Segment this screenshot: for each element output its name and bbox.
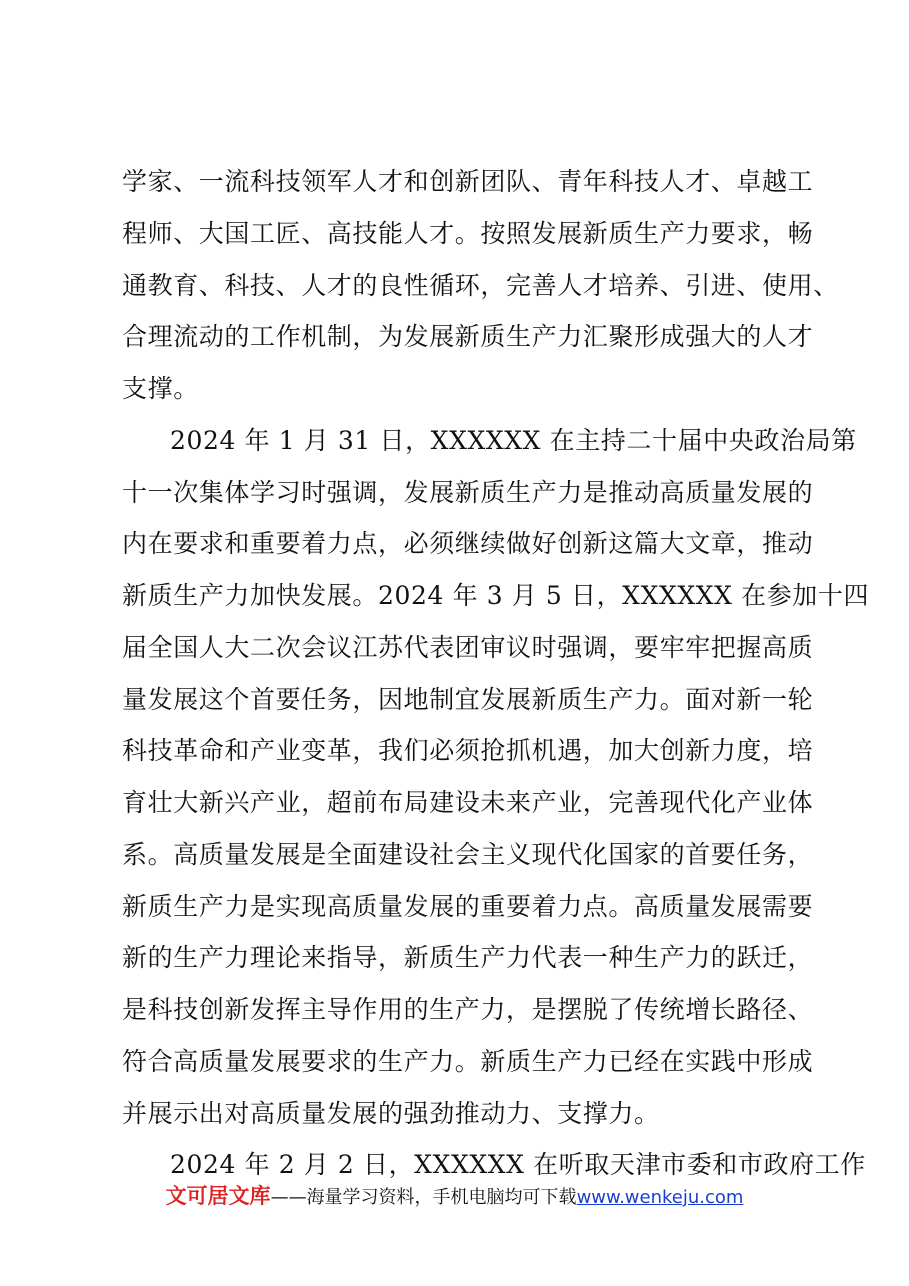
footer-website-link[interactable]: www.wenkeju.com <box>576 1187 744 1208</box>
body-text-line: 支撑。 <box>122 374 199 403</box>
paragraph-first-line: 2024 年 1 月 31 日，XXXXXX 在主持二十届中央政治局第 <box>170 426 857 455</box>
body-text-line: 系。高质量发展是全面建设社会主义现代化国家的首要任务， <box>122 840 814 869</box>
body-text-line: 是科技创新发挥主导作用的生产力，是摆脱了传统增长路径、 <box>122 995 814 1024</box>
body-text-line: 通教育、科技、人才的良性循环，完善人才培养、引进、使用、 <box>122 271 839 300</box>
body-text-line: 量发展这个首要任务，因地制宜发展新质生产力。面对新一轮 <box>122 685 814 714</box>
footer-brand: 文可居文库 <box>165 1184 271 1208</box>
body-text-line: 新质生产力是实现高质量发展的重要着力点。高质量发展需要 <box>122 892 814 921</box>
body-text-line: 育壮大新兴产业，超前布局建设未来产业，完善现代化产业体 <box>122 788 814 817</box>
body-text-line: 十一次集体学习时强调，发展新质生产力是推动高质量发展的 <box>122 478 814 507</box>
body-text-line: 程师、大国工匠、高技能人才。按照发展新质生产力要求，畅 <box>122 219 814 248</box>
paragraph-first-line: 2024 年 2 月 2 日，XXXXXX 在听取天津市委和市政府工作 <box>170 1150 866 1179</box>
footer-tagline: ——海量学习资料，手机电脑均可下载 <box>270 1187 577 1208</box>
body-text-line: 并展示出对高质量发展的强劲推动力、支撑力。 <box>122 1099 660 1128</box>
body-text-line: 新的生产力理论来指导，新质生产力代表一种生产力的跃迁， <box>122 943 814 972</box>
page-footer <box>0 1182 909 1212</box>
body-text-line: 届全国人大二次会议江苏代表团审议时强调，要牢牢把握高质 <box>122 633 814 662</box>
body-text-line: 内在要求和重要着力点，必须继续做好创新这篇大文章，推动 <box>122 529 814 558</box>
body-text-line: 符合高质量发展要求的生产力。新质生产力已经在实践中形成 <box>122 1047 814 1076</box>
body-text-line: 科技革命和产业变革，我们必须抢抓机遇，加大创新力度，培 <box>122 736 814 765</box>
body-text-line: 新质生产力加快发展。2024 年 3 月 5 日，XXXXXX 在参加十四 <box>122 581 870 610</box>
body-text-line: 学家、一流科技领军人才和创新团队、青年科技人才、卓越工 <box>122 167 814 196</box>
body-text-line: 合理流动的工作机制，为发展新质生产力汇聚形成强大的人才 <box>122 322 814 351</box>
